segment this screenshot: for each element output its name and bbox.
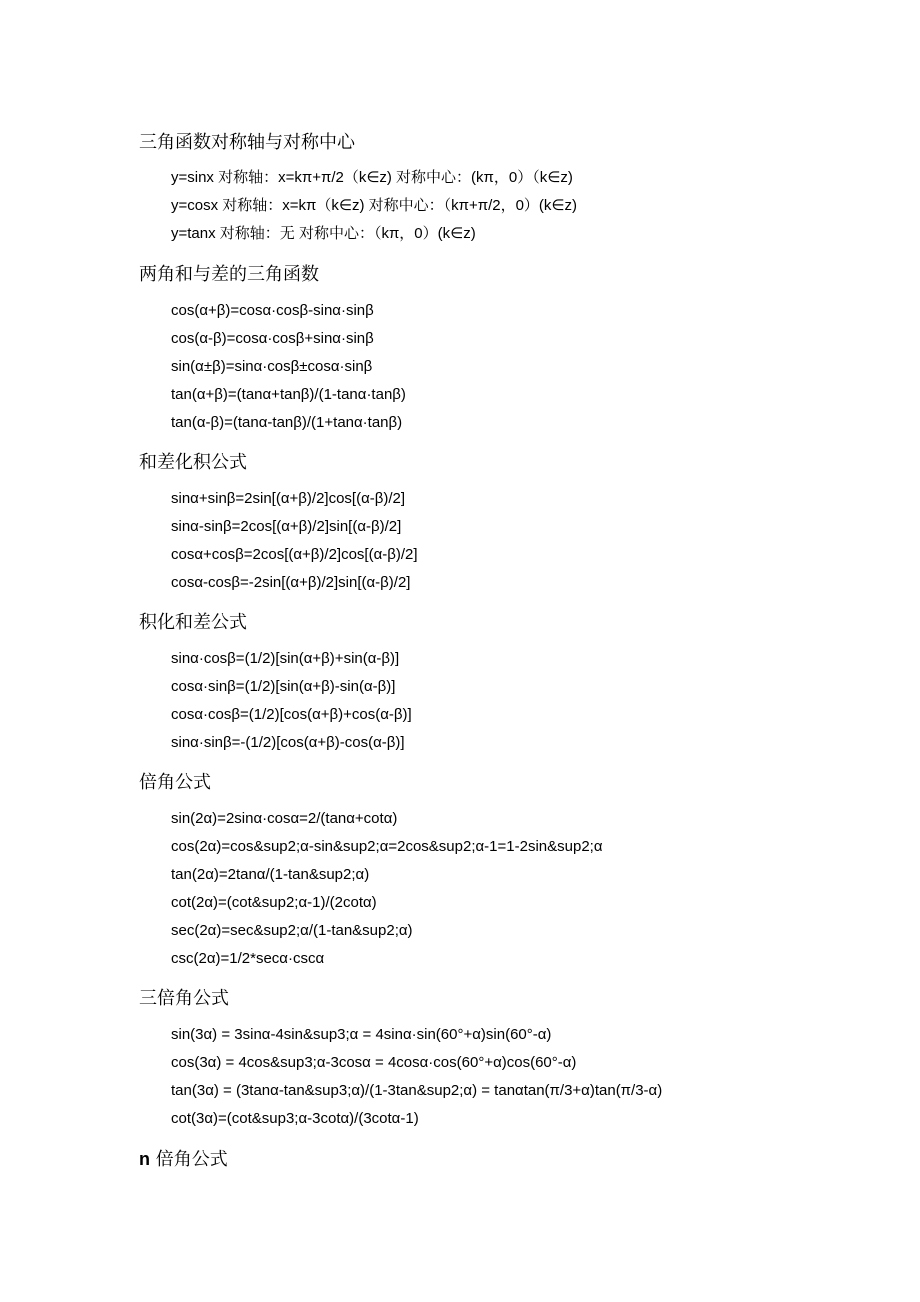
- heading-text: 倍角公式: [155, 1149, 228, 1170]
- section-heading-sum-difference: 两角和与差的三角函数: [139, 264, 319, 285]
- formula-line: cosα-cosβ=-2sin[(α+β)/2]sin[(α-β)/2]: [171, 574, 411, 591]
- section-heading-n-multiple-angle: [139, 1148, 228, 1170]
- formula-line: cosα·sinβ=(1/2)[sin(α+β)-sin(α-β)]: [171, 678, 396, 695]
- formula-line: cosα·cosβ=(1/2)[cos(α+β)+cos(α-β)]: [171, 706, 412, 723]
- formula-line: cot(3α)=(cot&sup3;α-3cotα)/(3cotα-1): [171, 1110, 419, 1127]
- formula-line: tan(3α) = (3tanα-tan&sup3;α)/(1-3tan&sup2;α) = tanαtan(π/3+α)tan(π/3-α): [171, 1082, 663, 1099]
- formula-line: sinα+sinβ=2sin[(α+β)/2]cos[(α-β)/2]: [171, 490, 406, 507]
- section-heading-triple-angle: 三倍角公式: [139, 988, 229, 1009]
- formula-line: tan(α-β)=(tanα-tanβ)/(1+tanα·tanβ): [171, 414, 403, 431]
- formula-line: sin(3α) = 3sinα-4sin&sup3;α = 4sinα·sin(60°+α)sin(60°-α): [171, 1026, 552, 1043]
- formula-line: cos(α-β)=cosα·cosβ+sinα·sinβ: [171, 330, 374, 347]
- formula-line: cosα+cosβ=2cos[(α+β)/2]cos[(α-β)/2]: [171, 546, 418, 563]
- formula-line: cos(2α)=cos&sup2;α-sin&sup2;α=2cos&sup2;α-1=1-2sin&sup2;α: [171, 838, 603, 855]
- formula-line: y=sinx 对称轴：x=kπ+π/2（k∈z) 对称中心：(kπ，0）（k∈z): [171, 169, 573, 186]
- formula-line: cos(3α) = 4cos&sup3;α-3cosα = 4cosα·cos(60°+α)cos(60°-α): [171, 1054, 577, 1071]
- section-heading-double-angle: 倍角公式: [139, 772, 211, 793]
- section-heading-sum-to-product: 和差化积公式: [139, 452, 247, 473]
- formula-line: sin(2α)=2sinα·cosα=2/(tanα+cotα): [171, 810, 398, 827]
- formula-line: sin(α±β)=sinα·cosβ±cosα·sinβ: [171, 358, 373, 375]
- heading-lead-n: n: [139, 1149, 150, 1169]
- formula-line: csc(2α)=1/2*secα·cscα: [171, 950, 325, 967]
- section-heading-symmetry: 三角函数对称轴与对称中心: [139, 132, 355, 153]
- formula-line: tan(α+β)=(tanα+tanβ)/(1-tanα·tanβ): [171, 386, 406, 403]
- formula-line: sec(2α)=sec&sup2;α/(1-tan&sup2;α): [171, 922, 413, 939]
- formula-line: tan(2α)=2tanα/(1-tan&sup2;α): [171, 866, 370, 883]
- formula-line: sinα-sinβ=2cos[(α+β)/2]sin[(α-β)/2]: [171, 518, 402, 535]
- formula-line: y=cosx 对称轴：x=kπ（k∈z) 对称中心：（kπ+π/2，0）(k∈z): [171, 197, 577, 214]
- formula-line: y=tanx 对称轴：无 对称中心：（kπ，0）(k∈z): [171, 225, 476, 242]
- formula-line: sinα·sinβ=-(1/2)[cos(α+β)-cos(α-β)]: [171, 734, 405, 751]
- formula-line: sinα·cosβ=(1/2)[sin(α+β)+sin(α-β)]: [171, 650, 400, 667]
- formula-line: cot(2α)=(cot&sup2;α-1)/(2cotα): [171, 894, 377, 911]
- section-heading-product-to-sum: 积化和差公式: [139, 612, 247, 633]
- formula-line: cos(α+β)=cosα·cosβ-sinα·sinβ: [171, 302, 374, 319]
